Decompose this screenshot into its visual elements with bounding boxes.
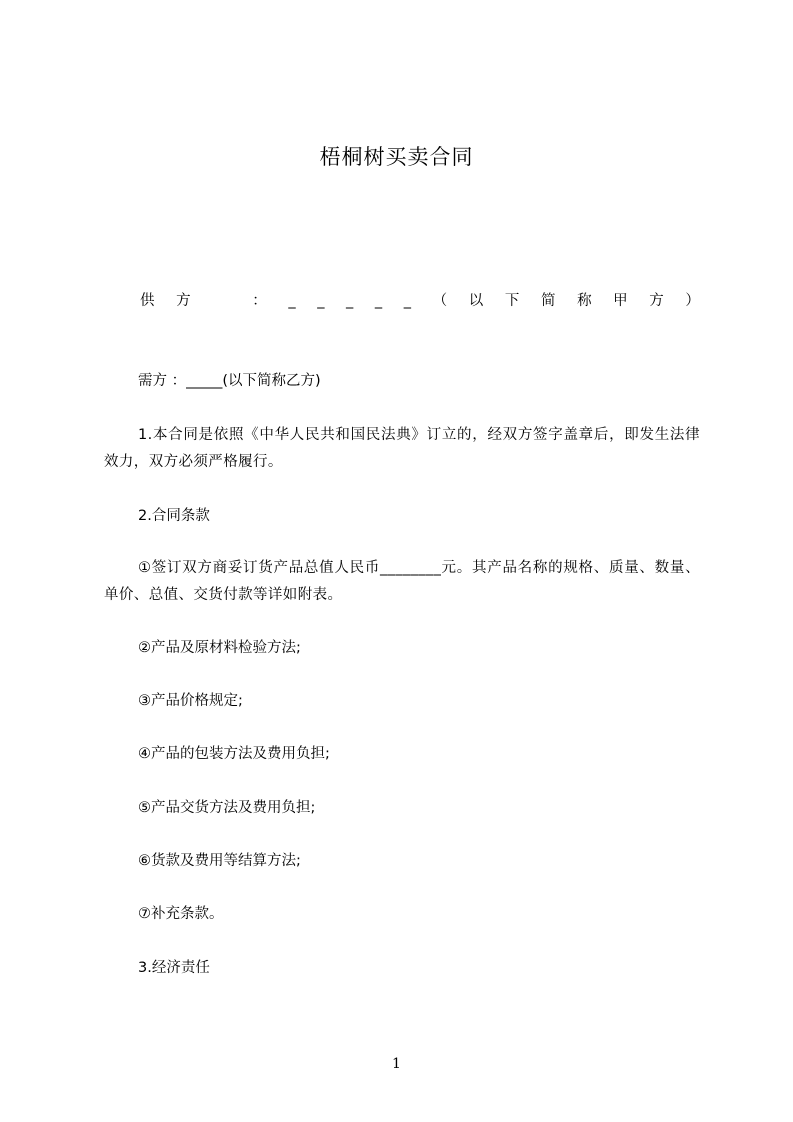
clause-1: 1.本合同是依照《中华人民共和国民法典》订立的，经双方签字盖章后，即发生法律效力，双方必须严格履行。: [104, 427, 700, 470]
supplier-char: （: [432, 293, 448, 309]
clause-item: ④产品的包装方法及费用负担;: [138, 746, 330, 762]
supplier-char: _: [288, 293, 296, 309]
clause-item: ⑥货款及费用等结算方法;: [138, 853, 301, 869]
supplier-char: 方: [649, 293, 664, 309]
clause-2-heading: 2.合同条款: [138, 508, 210, 524]
supplier-char: _: [374, 293, 383, 309]
supplier-char: ：: [252, 293, 267, 309]
supplier-char: 下: [504, 293, 520, 309]
supplier-char: 供: [140, 293, 155, 309]
buyer-line: 需方 ：_____(以下简称乙方): [138, 373, 321, 389]
clause-3-heading: 3.经济责任: [138, 960, 210, 976]
supplier-char: _: [403, 293, 412, 309]
page-number: 1: [392, 1056, 401, 1072]
document-title: 梧桐树买卖合同: [319, 145, 474, 169]
supplier-char: _: [317, 293, 325, 309]
supplier-char: 称: [577, 293, 592, 309]
supplier-char: 简: [540, 293, 556, 309]
supplier-char: 方: [176, 293, 191, 309]
clause-item: ②产品及原材料检验方法;: [138, 640, 301, 656]
clause-item: ⑦补充条款。: [138, 906, 224, 922]
clause-item: ③产品价格规定;: [138, 693, 243, 709]
supplier-char: 以: [468, 293, 484, 309]
clause-item: ①签订双方商妥订货产品总值人民币________元。其产品名称的规格、质量、数量、单价、总值、交货付款等详如附表。: [104, 560, 700, 603]
supplier-char: 甲: [613, 293, 628, 309]
supplier-line: [140, 292, 700, 310]
supplier-char: _: [346, 293, 354, 309]
clause-item: ⑤产品交货方法及费用负担;: [138, 800, 316, 816]
supplier-char: ）: [685, 293, 700, 309]
